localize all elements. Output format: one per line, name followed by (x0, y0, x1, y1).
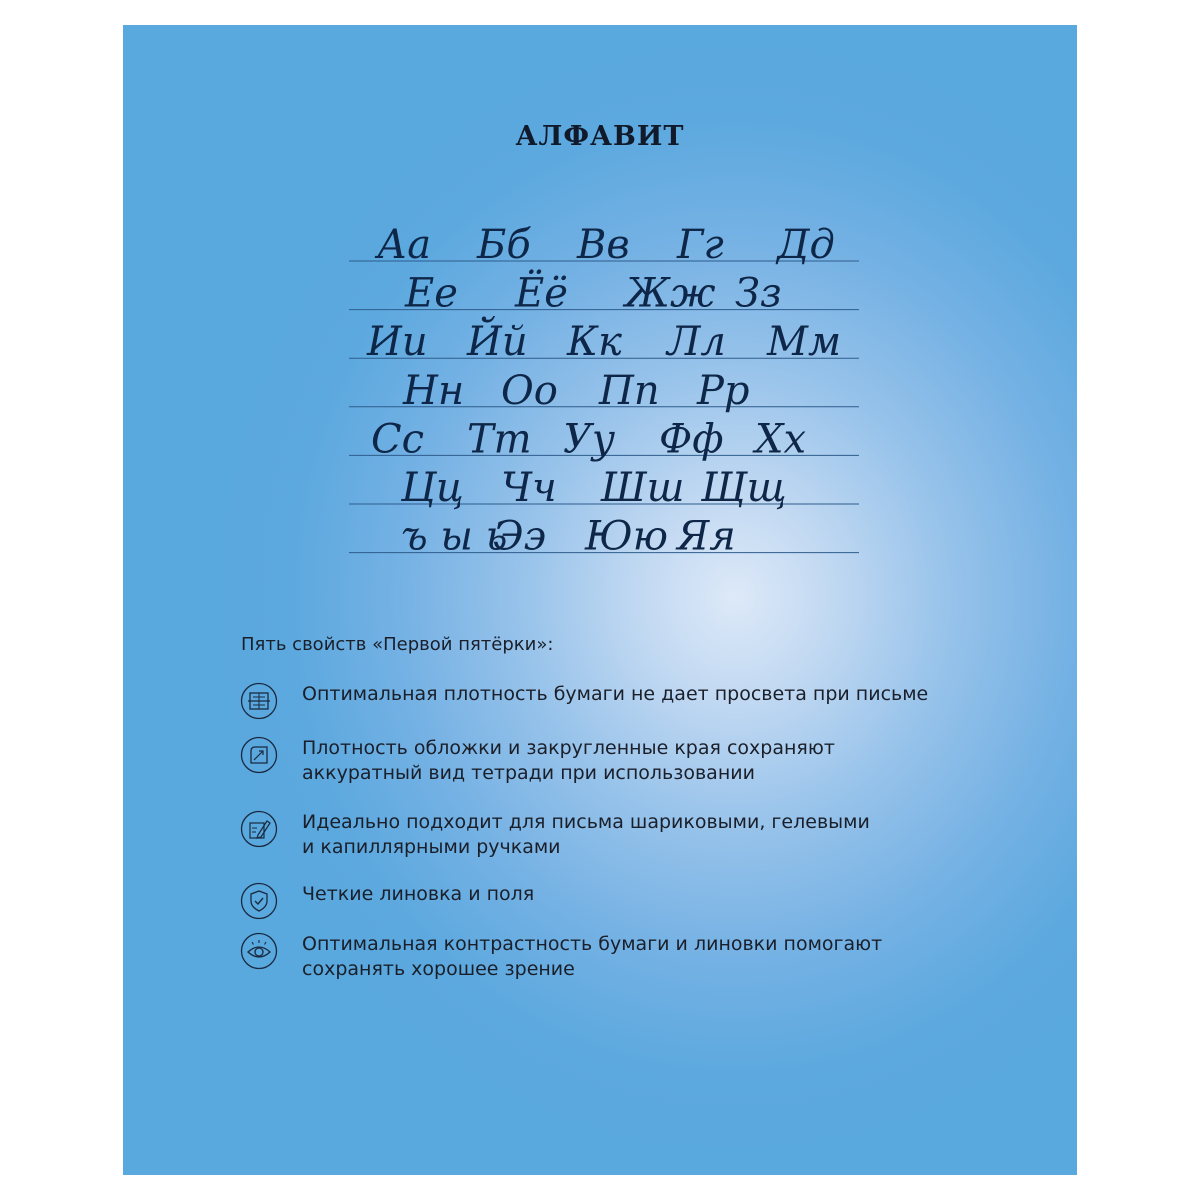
pen-writing-icon (240, 810, 278, 848)
feature-item-pens (240, 810, 960, 870)
alphabet-letter-pair: Яя (677, 513, 736, 560)
feature-line: Оптимальная контрастность бумаги и линовки помогают (302, 933, 883, 955)
alphabet-letter-pair: Фф (659, 416, 724, 463)
alphabet-letter-pair: Кк (567, 319, 622, 366)
alphabet-letter-pair: Ее (405, 270, 458, 317)
alphabet-letter-pair: Юю (585, 513, 668, 560)
feature-item-eyesight (240, 932, 960, 992)
feature-line: сохранять хорошее зрение (302, 958, 575, 980)
feature-item-cover-corners (240, 736, 960, 796)
alphabet-letter-pair: Шш (601, 465, 685, 511)
notebook-cover (123, 25, 1077, 1175)
alphabet-letter-pair: Уу (563, 416, 616, 463)
feature-line: аккуратный вид тетради при использовании (302, 762, 755, 784)
feature-text (302, 682, 982, 707)
page-title: АЛФАВИТ (515, 121, 685, 152)
alphabet-letter-pair: Щщ (701, 465, 787, 511)
feature-line: Плотность обложки и закругленные края сохраняют (302, 737, 835, 759)
alphabet-letter-pair: Цц (401, 465, 464, 511)
feature-line: и капиллярными ручками (302, 836, 561, 858)
alphabet-letter-pair: Мм (767, 319, 842, 366)
alphabet-letter-pair: Зз (735, 270, 782, 317)
cursive-alphabet (349, 211, 859, 571)
alphabet-letter-pair: Сс (371, 416, 425, 463)
rounded-corner-icon (240, 736, 278, 774)
eye-icon (240, 932, 278, 970)
alphabet-letter-pair: Лл (667, 319, 726, 366)
alphabet-letter-pair: Чч (501, 465, 557, 511)
alphabet-letter-pair: Пп (599, 367, 660, 414)
alphabet-letter-pair: Вв (577, 222, 630, 268)
feature-item-paper-density (240, 682, 960, 742)
alphabet-letter-pair: Тт (467, 416, 532, 463)
alphabet-letter-pair: Йй (467, 319, 528, 366)
shield-check-icon (240, 882, 278, 920)
alphabet-letter-pair: Рр (697, 367, 750, 414)
feature-text (302, 810, 982, 860)
alphabet-letter-pair: Жж (625, 270, 716, 317)
feature-text (302, 932, 982, 982)
alphabet-lines (349, 211, 859, 571)
alphabet-letter-pair: Гг (677, 222, 724, 268)
alphabet-letter-pair: Аа (377, 222, 432, 268)
alphabet-letter-pair: Бб (477, 222, 531, 268)
features-heading: Пять свойств «Первой пятёрки»: (241, 634, 554, 655)
alphabet-letter-pair: Дд (777, 222, 835, 268)
feature-line: Четкие линовка и поля (302, 883, 535, 905)
alphabet-letter-pair: Ээ (493, 513, 547, 560)
alphabet-letter-pair: ъ ы ь (401, 513, 508, 560)
alphabet-letter-pair: Нн (403, 367, 465, 414)
feature-text (302, 736, 982, 786)
alphabet-letter-pair: Хх (755, 416, 807, 463)
feature-text (302, 882, 982, 907)
feature-line: Оптимальная плотность бумаги не дает просвета при письме (302, 683, 929, 705)
alphabet-letter-pair: Ёё (515, 270, 568, 317)
feature-line: Идеально подходит для письма шариковыми, гелевыми (302, 811, 870, 833)
paper-density-icon (240, 682, 278, 720)
alphabet-letter-pair: Оо (501, 367, 558, 414)
alphabet-letter-pair: Ии (367, 319, 428, 366)
